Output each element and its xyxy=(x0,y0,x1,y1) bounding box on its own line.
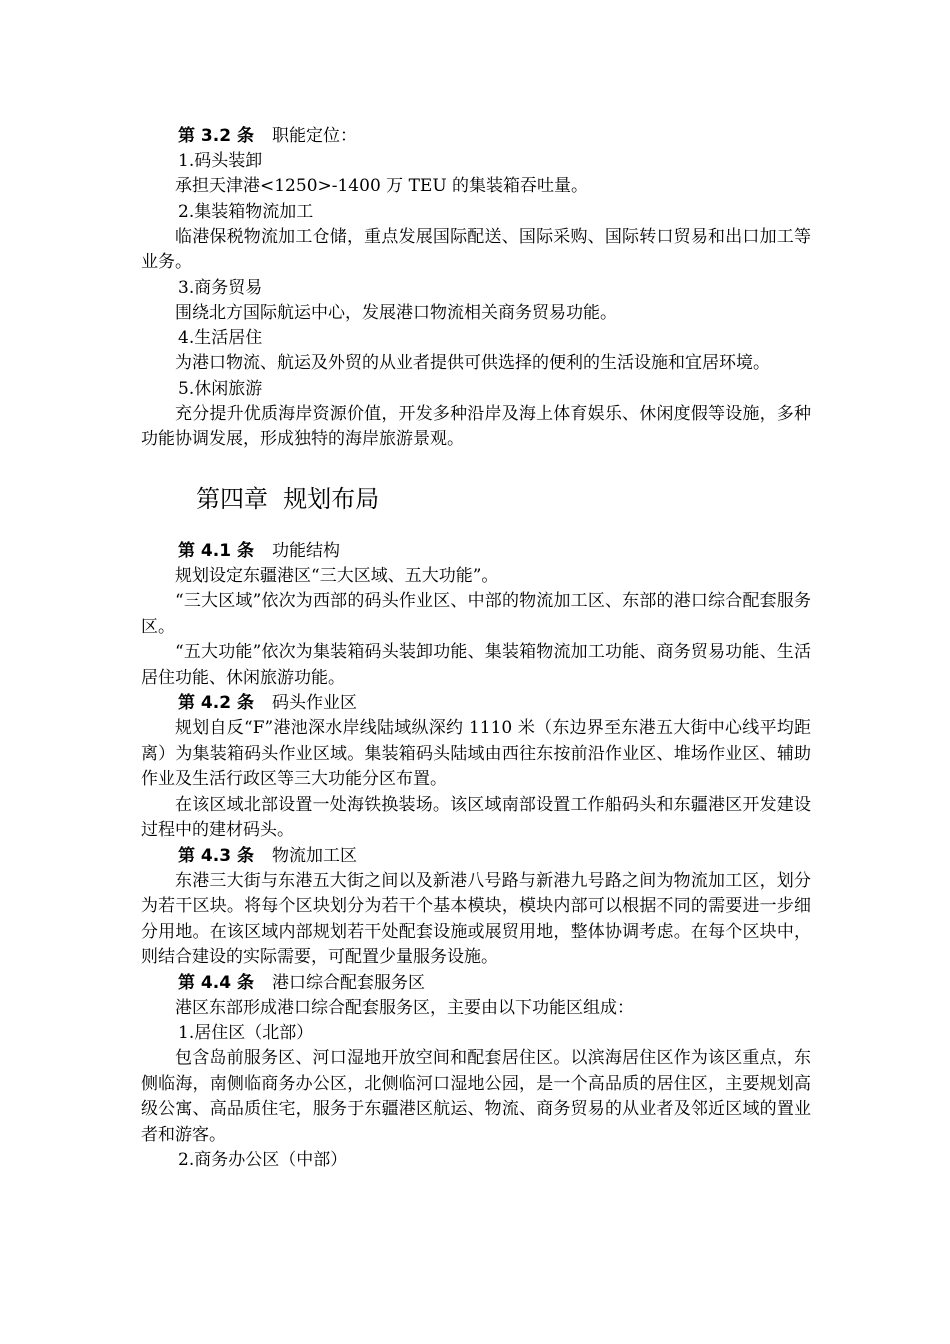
article-title: 功能结构 xyxy=(271,540,340,561)
document-body xyxy=(141,124,811,1173)
paragraph: 承担天津港<1250>-1400 万 TEU 的集装箱吞吐量。 xyxy=(175,176,589,196)
article-title: 物流加工区 xyxy=(271,845,357,866)
paragraph: 临港保税物流加工仓储，重点发展国际配送、国际采购、国际转口贸易和出口加工等业务。 xyxy=(141,226,811,272)
article-title: 职能定位： xyxy=(271,126,357,146)
article-number: 第 4.3 条 xyxy=(178,845,254,866)
article-number: 第 4.2 条 xyxy=(178,693,254,713)
item-heading: 1.居住区（北部） xyxy=(178,1023,314,1043)
item-heading: 2.商务办公区（中部） xyxy=(178,1150,348,1170)
article-4-2-heading xyxy=(141,691,811,716)
article-number: 第 4.4 条 xyxy=(178,972,254,993)
paragraph: “五大功能”依次为集装箱码头装卸功能、集装箱物流加工功能、商务贸易功能、生活居住功能、休闲旅游功能。 xyxy=(141,642,811,688)
article-3-2-heading xyxy=(141,124,811,149)
item-heading: 3.商务贸易 xyxy=(178,277,263,298)
item-heading: 5.休闲旅游 xyxy=(178,378,263,399)
article-title: 港口综合配套服务区 xyxy=(271,972,425,993)
paragraph: 港区东部形成港口综合配套服务区，主要由以下功能区组成： xyxy=(175,997,634,1018)
article-title: 码头作业区 xyxy=(271,693,357,713)
article-4-4-heading xyxy=(141,971,811,996)
paragraph: 围绕北方国际航运中心，发展港口物流相关商务贸易功能。 xyxy=(175,302,617,323)
article-4-3-heading xyxy=(141,844,811,869)
paragraph: 东港三大街与东港五大街之间以及新港八号路与新港九号路之间为物流加工区，划分为若干区块。将每个区块划分为若干个基本模块，模块内部可以根据不同的需要进一步细分用地。在该区域内部规划若干处配套设施或展贸用地，整体协调考虑。在每个区块中，则结合建设的实际需要，可配置少量服务设施。 xyxy=(141,870,811,967)
article-number: 第 4.1 条 xyxy=(178,540,254,561)
paragraph: 规划自反“F”港池深水岸线陆域纵深约 1110 米（东边界至东港五大街中心线平均距离）为集装箱码头作业区域。集装箱码头陆域由西往东按前沿作业区、堆场作业区、辅助作业及生活行政区等三大功能分区布置。 xyxy=(141,718,811,789)
paragraph: 包含岛前服务区、河口湿地开放空间和配套居住区。以滨海居住区作为该区重点，东侧临海，南侧临商务办公区，北侧临河口湿地公园，是一个高品质的居住区，主要规划高级公寓、高品质住宅，服务于东疆港区航运、物流、商务贸易的从业者及邻近区域的置业者和游客。 xyxy=(141,1048,811,1145)
paragraph: “三大区域”依次为西部的码头作业区、中部的物流加工区、东部的港口综合配套服务区。 xyxy=(141,591,811,637)
item-heading: 4.生活居住 xyxy=(178,328,263,348)
article-4-1-heading xyxy=(141,539,811,564)
paragraph: 为港口物流、航运及外贸的从业者提供可供选择的便利的生活设施和宜居环境。 xyxy=(175,353,770,373)
paragraph: 在该区域北部设置一处海铁换装场。该区域南部设置工作船码头和东疆港区开发建设过程中的建材码头。 xyxy=(141,794,811,840)
chapter-heading: 第四章 规划布局 xyxy=(196,484,380,513)
item-heading: 1.码头装卸 xyxy=(178,151,263,171)
article-number: 第 3.2 条 xyxy=(178,126,254,146)
paragraph: 充分提升优质海岸资源价值，开发多种沿岸及海上体育娱乐、休闲度假等设施，多种功能协调发展，形成独特的海岸旅游景观。 xyxy=(141,403,811,449)
item-heading: 2.集装箱物流加工 xyxy=(178,201,314,222)
paragraph: 规划设定东疆港区“三大区域、五大功能”。 xyxy=(175,565,499,586)
